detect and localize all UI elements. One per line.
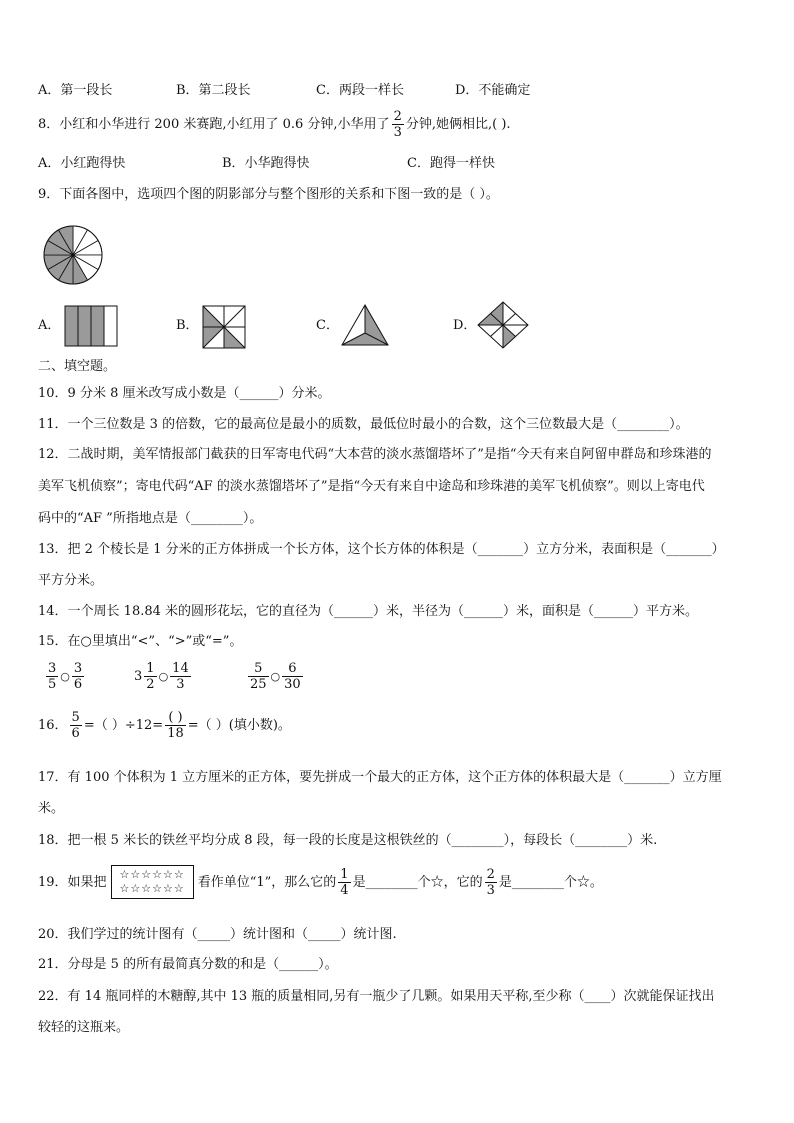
- q12-line2: 美军飞机侦察”；寄电代码“AF 的淡水蒸馏塔坏了”是指“今天有来自中途岛和珍珠港的美军飞机侦察”。则以上寄电代: [38, 479, 705, 494]
- q15-question: 15．在○里填出“<”、“>”或“=”。: [38, 634, 243, 649]
- q22-line1: 22．有 14 瓶同样的木糖醇,其中 13 瓶的质量相同,另有一瓶少了几颗。如果用天平称,至少称（____）次就能保证找出: [38, 989, 715, 1004]
- q8-option-b: B．小华跑得快: [222, 156, 310, 171]
- q19-pre: 19．如果把: [38, 874, 107, 890]
- q9-label-a: A．: [38, 318, 61, 333]
- frac-den: 18: [167, 726, 184, 741]
- q15-item1-frac2: [72, 662, 84, 691]
- q9-option-c-figure: [340, 303, 390, 347]
- frac-num: 1: [340, 866, 349, 882]
- q19-mid1: 看作单位“1”，那么它的: [197, 874, 337, 890]
- q17-line1: 17．有 100 个体积为 1 立方厘米的正方体，要先拼成一个最大的正方体，这个正方体的体积最大是（_______）立方厘: [38, 770, 722, 785]
- q8-text-pre: 8．小红和小华进行 200 米赛跑,小红用了 0.6 分钟,小华用了: [38, 117, 390, 132]
- q8-question: [38, 110, 511, 139]
- q13-line2: 平方分米。: [38, 573, 104, 588]
- q22-line2: 较轻的这瓶来。: [38, 1020, 130, 1035]
- frac-num: 3: [48, 661, 57, 676]
- q8-option-a: A．小红跑得快: [38, 156, 126, 171]
- q12-line3: 码中的“AF ”所指地点是（________）。: [38, 511, 263, 526]
- q8-frac-num: 2: [393, 109, 402, 124]
- frac-den: 2: [146, 677, 155, 692]
- q7-option-b: B．第二段长: [176, 83, 251, 98]
- frac-den: 6: [73, 677, 83, 692]
- q9-question: 9．下面各图中，选项四个图的阴影部分与整个图形的关系和下图一致的是（ ）。: [38, 187, 499, 202]
- frac-num: 2: [486, 866, 495, 882]
- frac-den: 30: [284, 677, 301, 692]
- q12-line1: 12．二战时期，美军情报部门截获的日军寄电代码“大本营的淡水蒸馏塔坏了”是指“今天有来自阿留申群岛和珍珠港的: [38, 447, 712, 462]
- q19-tail: 是________个☆。: [498, 874, 603, 890]
- q16-question: [38, 711, 291, 740]
- q15-item2-frac2: [170, 662, 191, 691]
- q19-mid2: 是________个☆，它的: [352, 874, 483, 890]
- q7-option-c: C．两段一样长: [316, 83, 404, 98]
- q15-item3-frac1: [248, 662, 269, 691]
- compare-circle: ○: [270, 670, 281, 683]
- frac-num-blank: ( ): [168, 710, 183, 725]
- section-title-fill-blank: 二、填空题。: [38, 359, 117, 374]
- q9-option-b-figure: [202, 305, 246, 349]
- q14: 14．一个周长 18.84 米的圆形花坛，它的直径为（______）米，半径为（______）米，面积是（______）平方米。: [38, 604, 699, 619]
- q15-item-3: [246, 662, 305, 691]
- q10: 10．9 分米 8 厘米改写成小数是（______）分米。: [38, 386, 331, 401]
- q16-mid: =（ ）÷12=: [83, 718, 164, 733]
- q18: 18．把一根 5 米长的铁丝平均分成 8 段，每一段的长度是这根铁丝的（________），每段长（________）米.: [38, 833, 658, 848]
- q16-fraction: [70, 711, 82, 740]
- star-row-1: ☆☆☆☆☆☆: [119, 868, 185, 881]
- q9-reference-circle: [42, 224, 104, 286]
- q15-item3-frac2: [282, 662, 303, 691]
- q20: 20．我们学过的统计图有（_____）统计图和（_____）统计图.: [38, 927, 397, 942]
- q19-fraction-1: [338, 868, 350, 897]
- q8-fraction: [392, 110, 404, 139]
- compare-circle: ○: [60, 670, 70, 683]
- q7-option-d: D．不能确定: [455, 83, 531, 98]
- frac-num: 6: [288, 661, 297, 676]
- q19-fraction-2: [485, 868, 497, 897]
- q19-question: [38, 865, 603, 899]
- q9-option-d-figure: [476, 300, 530, 350]
- q16-label: 16．: [38, 718, 68, 733]
- q16-tail: =（ ）(填小数)。: [187, 718, 291, 733]
- q8-option-c: C．跑得一样快: [407, 156, 495, 171]
- frac-den: 6: [71, 726, 80, 741]
- q8-frac-den: 3: [393, 125, 402, 140]
- q19-star-box: [111, 865, 194, 899]
- frac-num: 1: [146, 661, 155, 676]
- q15-item2-frac1: [144, 662, 156, 691]
- mixed-whole: 3: [134, 669, 143, 684]
- frac-den: 3: [486, 882, 495, 898]
- q9-label-b: B．: [176, 318, 199, 333]
- q21: 21．分母是 5 的所有最简真分数的和是（______）。: [38, 957, 338, 972]
- frac-den: 25: [250, 677, 267, 692]
- frac-den: 4: [340, 882, 349, 898]
- q15-item1-frac1: [46, 662, 58, 691]
- frac-num: 14: [172, 661, 189, 676]
- q15-item-1: [44, 662, 86, 691]
- frac-num: 3: [73, 661, 83, 676]
- q16-blank-fraction: [165, 711, 186, 740]
- frac-num: 5: [71, 710, 80, 725]
- frac-den: 3: [176, 677, 185, 692]
- q7-option-a: A．第一段长: [38, 83, 113, 98]
- frac-num: 5: [254, 661, 263, 676]
- frac-den: 5: [48, 677, 57, 692]
- q9-label-d: D．: [453, 318, 477, 333]
- q13-line1: 13．把 2 个棱长是 1 分米的正方体拼成一个长方体，这个长方体的体积是（_______）立方分米，表面积是（_______）: [38, 542, 725, 557]
- q11: 11．一个三位数是 3 的倍数，它的最高位是最小的质数，最低位时最小的合数，这个三位数最大是（________）。: [38, 417, 689, 432]
- compare-circle: ○: [158, 670, 169, 683]
- q8-text-post: 分钟,她俩相比,( ).: [405, 117, 511, 132]
- q9-label-c: C．: [316, 318, 339, 333]
- q15-item-2: [134, 662, 193, 691]
- star-row-2: ☆☆☆☆☆☆: [119, 882, 185, 895]
- q9-option-a-figure: [64, 305, 118, 347]
- q17-line2: 米。: [38, 801, 65, 816]
